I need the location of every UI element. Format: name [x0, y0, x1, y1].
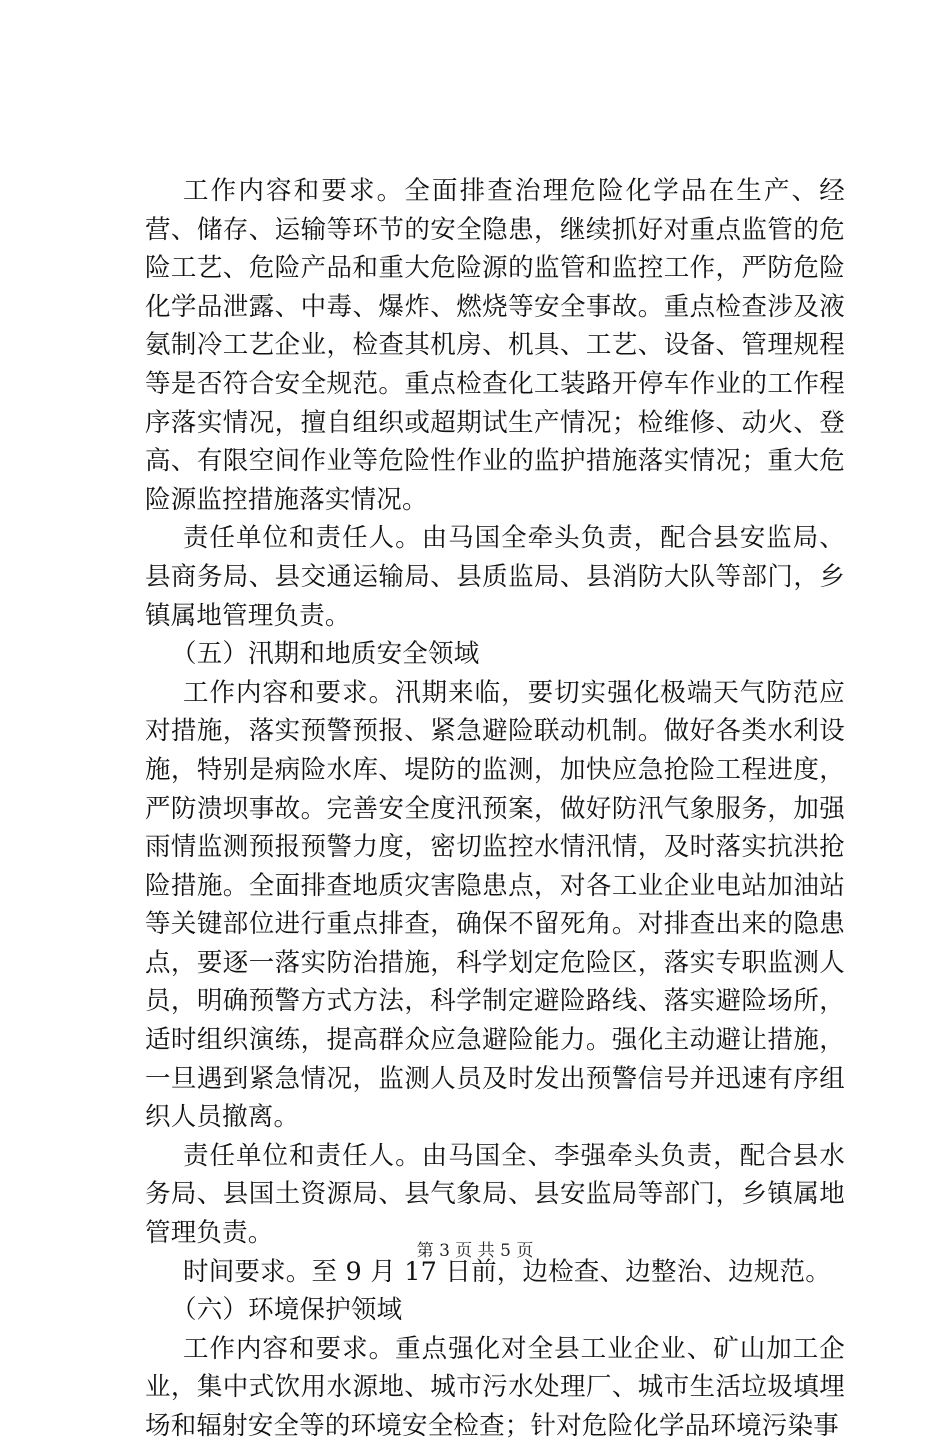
paragraph-flood-geology-requirements: 工作内容和要求。汛期来临，要切实强化极端天气防范应对措施，落实预警预报、紧急避险联动机制。做好各类水利设施，特别是病险水库、堤防的监测，加快应急抢险工程进度，严防溃坝事故。完善安全度汛预案，做好防汛气象服务，加强雨情监测预报预警力度，密切监控水情汛情，及时落实抗洪抢险措施。全面排查地质灾害隐患点，对各工业企业电站加油站等关键部位进行重点排查，确保不留死角。对排查出来的隐患点，要逐一落实防治措施，科学划定危险区，落实专职监测人员，明确预警方式方法，科学制定避险路线、落实避险场所，适时组织演练，提高群众应急避险能力。强化主动避让措施，一旦遇到紧急情况，监测人员及时发出预警信号并迅速有序组织人员撤离。	[145, 677, 845, 1133]
paragraph-environmental-requirements: 工作内容和要求。重点强化对全县工业企业、矿山加工企业，集中式饮用水源地、城市污水处理厂、城市生活垃圾填埋场和辐射安全等的环境安全检查；针对危险化学品环境污染事	[145, 1333, 845, 1441]
paragraph-flood-geology-responsibility: 责任单位和责任人。由马国全、李强牵头负责，配合县水务局、县国土资源局、县气象局、县安监局等部门，乡镇属地管理负责。	[145, 1140, 845, 1249]
page-number-footer: 第 3 页 共 5 页	[416, 1241, 534, 1261]
paragraph-hazardous-chemicals-requirements: 工作内容和要求。全面排查治理危险化学品在生产、经营、储存、运输等环节的安全隐患，继续抓好对重点监管的危险工艺、危险产品和重大危险源的监管和监控工作，严防危险化学品泄露、中毒、爆炸、燃烧等安全事故。重点检查涉及液氨制冷工艺企业，检查其机房、机具、工艺、设备、管理规程等是否符合安全规范。重点检查化工装路开停车作业的工作程序落实情况，擅自组织或超期试生产情况；检维修、动火、登高、有限空间作业等危险性作业的监护措施落实情况；重大危险源监控措施落实情况。	[145, 176, 845, 515]
section-heading-flood-geology: （五）汛期和地质安全领域	[171, 639, 480, 670]
paragraph-hazardous-chemicals-responsibility: 责任单位和责任人。由马国全牵头负责，配合县安监局、县商务局、县交通运输局、县质监局、县消防大队等部门，乡镇属地管理负责。	[145, 523, 845, 631]
paragraph-time-requirement: 时间要求。至 9 月 17 日前，边检查、边整治、边规范。	[183, 1256, 831, 1287]
section-heading-environmental-protection: （六）环境保护领域	[171, 1295, 403, 1326]
